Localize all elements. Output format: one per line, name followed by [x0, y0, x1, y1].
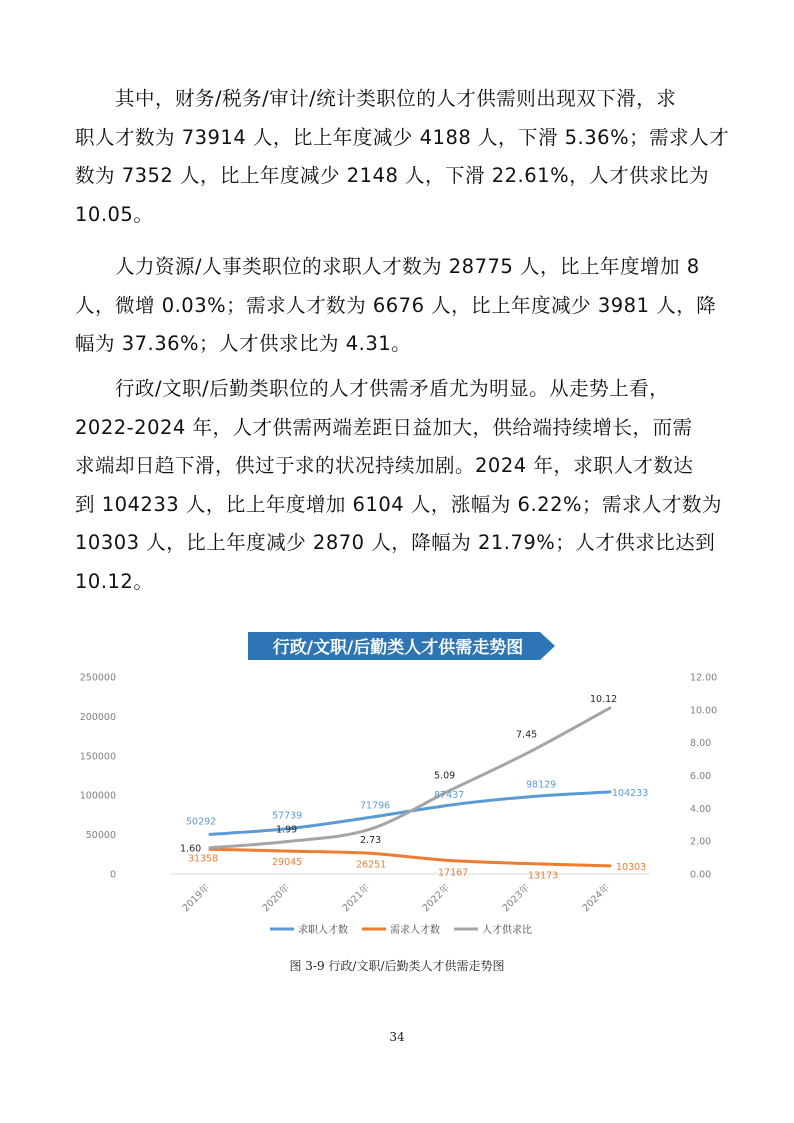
data-label: 50292 [186, 816, 217, 828]
data-label: 29045 [272, 857, 303, 869]
y-right-tick-label: 2.00 [690, 836, 712, 848]
data-label: 17167 [438, 867, 469, 879]
legend-label: 需求人才数 [390, 925, 440, 936]
data-label: 98129 [526, 779, 557, 791]
legend-label: 人才供求比 [482, 925, 532, 936]
y-right-tick-label: 8.00 [690, 738, 712, 750]
text-line: 人力资源/人事类职位的求职人才数为 28775 人，比上年度增加 8 [75, 255, 700, 278]
series-line-3 [210, 708, 610, 848]
data-label: 10.12 [590, 693, 618, 705]
text-line: 幅为 37.36%；人才供求比为 4.31。 [75, 332, 412, 355]
data-label: 10303 [616, 861, 647, 873]
y-right-tick-label: 10.00 [690, 705, 718, 717]
text-line: 到 104233 人，比上年度增加 6104 人，涨幅为 6.22%；需求人才数为 [75, 492, 723, 516]
y-left-tick-label: 250000 [80, 672, 116, 684]
y-left-tick-label: 150000 [80, 751, 116, 763]
data-label: 71796 [360, 800, 391, 812]
text-line: 其中，财务/税务/审计/统计类职位的人才供需则出现双下滑，求 [75, 87, 677, 110]
y-right-tick-label: 0.00 [690, 869, 712, 881]
text-line: 职人才数为 73914 人，比上年度减少 4188 人，下滑 5.36%；需求人才 [75, 125, 730, 149]
paragraph-finance [75, 80, 730, 234]
x-tick-label: 2024年 [580, 882, 613, 914]
x-tick-label: 2021年 [340, 882, 373, 914]
y-left-tick-label: 100000 [80, 790, 116, 802]
x-tick-label: 2023年 [500, 882, 533, 914]
data-label: 31358 [188, 853, 219, 865]
data-label: 5.09 [434, 770, 456, 782]
text-line: 2022-2024 年，人才供需两端差距日益加大，供给端持续增长，而需 [75, 415, 693, 439]
text-line: 行政/文职/后勤类职位的人才供需矛盾尤为明显。从走势上看， [75, 377, 670, 400]
chart-title: 行政/文职/后勤类人才供需走势图 [272, 638, 524, 658]
text-line: 求端却日趋下滑，供过于求的状况持续加剧。2024 年，求职人才数达 [75, 454, 694, 477]
data-label: 13173 [528, 870, 559, 882]
supply-demand-chart [80, 622, 720, 947]
y-right-tick-label: 6.00 [690, 771, 712, 782]
text-line: 人，微增 0.03%；需求人才数为 6676 人，比上年度减少 3981 人，降 [75, 293, 717, 317]
y-right-tick-label: 12.00 [690, 672, 718, 684]
data-label: 104233 [612, 787, 649, 799]
data-label: 57739 [272, 810, 303, 822]
data-label: 87437 [434, 790, 465, 802]
x-tick-label: 2022年 [420, 882, 453, 914]
y-right-tick-label: 4.00 [690, 803, 712, 815]
data-label: 7.45 [516, 729, 538, 741]
series-line-2 [210, 849, 610, 869]
figure-caption: 图 3-9 行政/文职/后勤类人才供需走势图 [289, 959, 505, 973]
series-line-1 [210, 792, 610, 835]
data-label: 2.73 [360, 835, 382, 847]
data-label: 1.60 [180, 843, 202, 855]
data-label: 26251 [356, 859, 387, 871]
text-line: 10.12。 [75, 569, 154, 593]
y-left-tick-label: 0 [109, 869, 116, 881]
x-tick-label: 2019年 [180, 882, 213, 914]
y-left-tick-label: 50000 [85, 830, 116, 842]
text-line: 10303 人，比上年度减少 2870 人，降幅为 21.79%；人才供求比达到 [75, 531, 716, 554]
legend-label: 求职人才数 [298, 925, 348, 936]
page-number: 34 [389, 1030, 405, 1044]
paragraph-admin [75, 370, 723, 601]
paragraph-hr [75, 248, 720, 364]
data-label: 1.99 [276, 824, 298, 836]
text-line: 10.05。 [75, 202, 154, 226]
text-line: 数为 7352 人，比上年度减少 2148 人，下滑 22.61%，人才供求比为 [75, 164, 710, 187]
y-left-tick-label: 200000 [80, 711, 116, 723]
x-tick-label: 2020年 [260, 882, 293, 914]
